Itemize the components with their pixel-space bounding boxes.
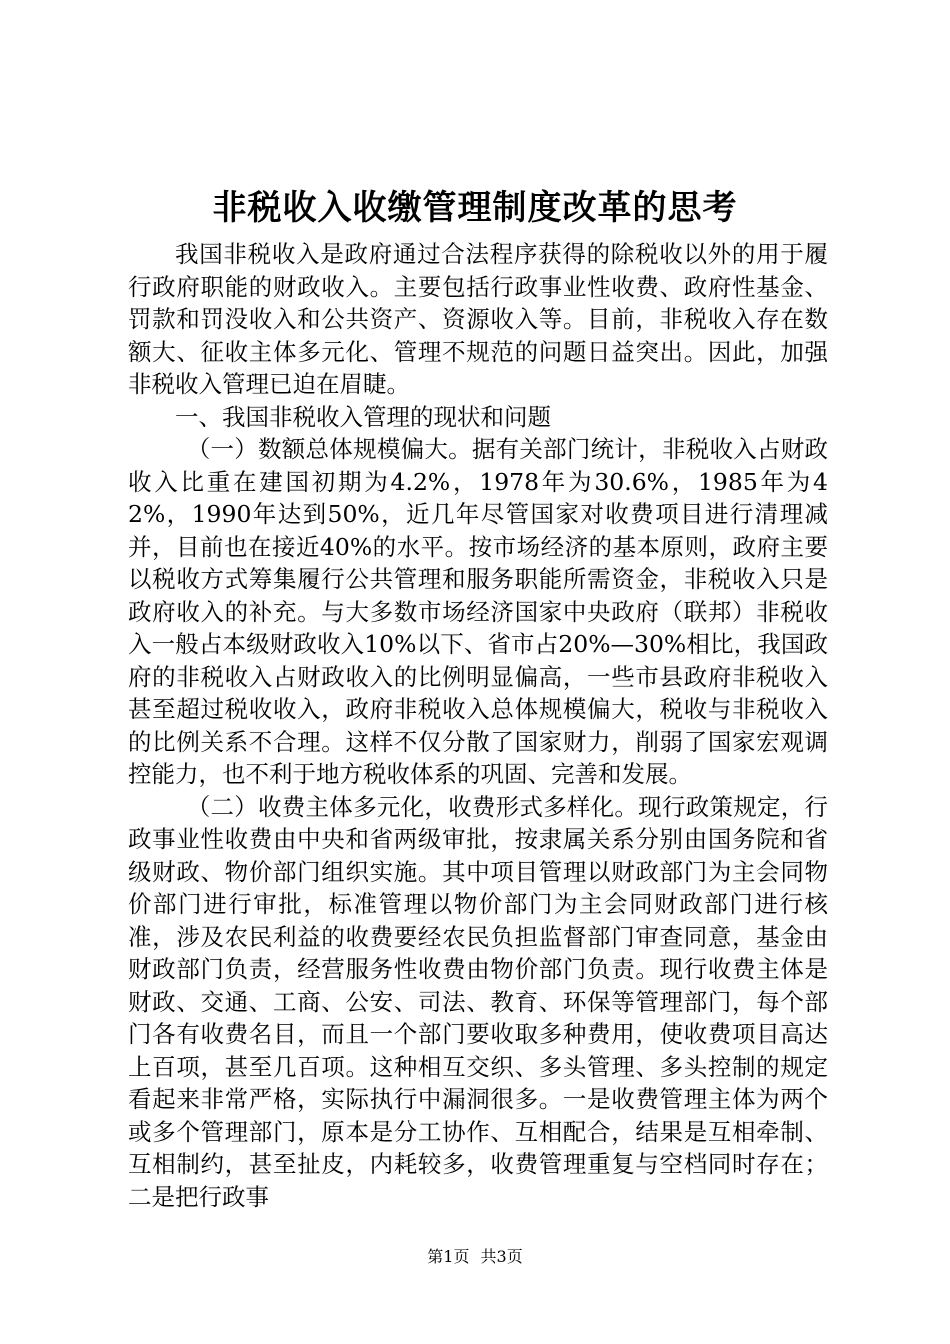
section-heading: 一、我国非税收入管理的现状和问题 xyxy=(175,402,551,431)
document-body xyxy=(128,238,828,1213)
page-footer xyxy=(0,1245,950,1269)
subsection-paragraph-2: （二）收费主体多元化，收费形式多样化。现行政策规定，行政事业性收费由中央和省两级审批，按隶属关系分别由国务院和省级财政、物价部门组织实施。其中项目管理以财政部门为主会同物价部门进行审批，标准管理以物价部门为主会同财政部门进行核准，涉及农民利益的收费要经农民负担监督部门审查同意，基金由财政部门负责，经营服务性收费由物价部门负责。现行收费主体是财政、交通、工商、公安、司法、教育、环保等管理部门，每个部门各有收费名目，而且一个部门要收取多种费用，使收费项目高达上百项，甚至几百项。这种相互交织、多头管理、多头控制的规定看起来非常严格，实际执行中漏洞很多。一是收费管理主体为两个或多个管理部门，原本是分工协作、互相配合，结果是互相牵制、互相制约，甚至扯皮，内耗较多，收费管理重复与空档同时存在；二是把行政事 xyxy=(128,792,828,1211)
subsection-paragraph-1: （一）数额总体规模偏大。据有关部门统计，非税收入占财政收入比重在建国初期为4.2%，1978年为30.6%，1985年为42%，1990年达到50%，近几年尽管国家对收费项目进行清理减并，目前也在接近40%的水平。按市场经济的基本原则，政府主要以税收方式筹集履行公共管理和服务职能所需资金，非税收入只是政府收入的补充。与大多数市场经济国家中央政府（联邦）非税收入一般占本级财政收入10%以下、省市占20%—30%相比，我国政府的非税收入占财政收入的比例明显偏高，一些市县政府非税收入甚至超过税收收入，政府非税收入总体规模偏大，税收与非税收入的比例关系不合理。这样不仅分散了国家财力，削弱了国家宏观调控能力，也不利于地方税收体系的巩固、完善和发展。 xyxy=(128,435,828,788)
intro-paragraph: 我国非税收入是政府通过合法程序获得的除税收以外的用于履行政府职能的财政收入。主要包括行政事业性收费、政府性基金、罚款和罚没收入和公共资产、资源收入等。目前，非税收入存在数额大、征收主体多元化、管理不规范的问题日益突出。因此，加强非税收入管理已迫在眉睫。 xyxy=(128,240,828,398)
document-title: 非税收入收缴管理制度改革的思考 xyxy=(212,188,738,228)
page-total: 共3页 xyxy=(480,1247,523,1266)
page-number: 第1页 xyxy=(427,1247,470,1266)
